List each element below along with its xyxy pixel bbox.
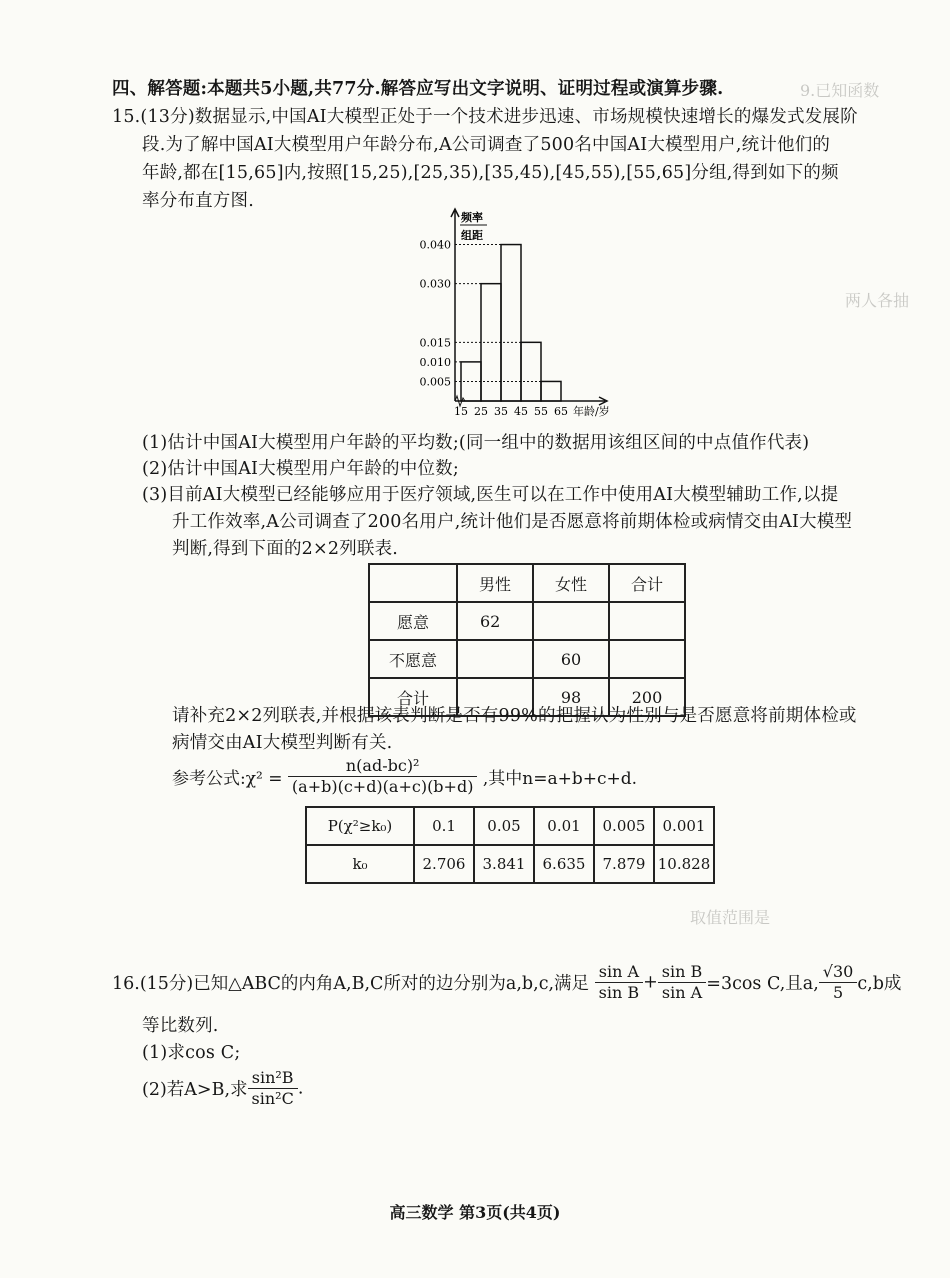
q15-part-2: (2)估计中国AI大模型用户年龄的中位数; <box>142 459 459 479</box>
table-cell <box>609 602 685 640</box>
q16-line-1 <box>112 962 901 1003</box>
y-axis-label-top: 频率 <box>461 211 483 224</box>
table-cell: P(χ²≥k₀) <box>306 807 414 845</box>
bleed-through: 两人各抽 <box>845 291 910 310</box>
histogram-bar <box>541 381 561 401</box>
fraction-denominator: sin B <box>598 983 640 1002</box>
fraction-numerator: √30 <box>819 962 858 983</box>
y-tick-label: 0.030 <box>419 277 451 291</box>
fraction-sinB-sinA <box>658 962 706 1003</box>
x-tick-label: 25 <box>474 405 488 418</box>
table-cell: 62 <box>457 602 533 640</box>
bleed-through: 9.已知函数 <box>800 81 880 100</box>
table-cell: 10.828 <box>654 845 714 883</box>
fraction-sin2B-sin2C <box>248 1068 298 1109</box>
q15-part-1: (1)估计中国AI大模型用户年龄的平均数;(同一组中的数据用该组区间的中点值作代表) <box>142 433 810 453</box>
fraction-sqrt30-5 <box>819 962 858 1003</box>
q15-line-3: 年龄,都在[15,65]内,按照[15,25),[25,35),[35,45),[45,55),[55,65]分组,得到如下的频 <box>142 163 839 183</box>
table-cell: 200 <box>609 678 685 716</box>
q15-instruction-line-2: 病情交由AI大模型判断有关. <box>172 733 393 753</box>
q15-instruction-line-1: 请补充2×2列联表,并根据该表判断是否有99%的把握认为性别与是否愿意将前期体检或 <box>172 706 857 726</box>
fraction-sinA-sinB <box>595 962 643 1003</box>
q16-suffix: c,b成 <box>857 974 902 994</box>
q15-line-1: 15.(13分)数据显示,中国AI大模型正处于一个技术进步迅速、市场规模快速增长的爆发式发展阶 <box>112 107 858 127</box>
q16-line-2: 等比数列. <box>142 1016 219 1036</box>
q15-part-3-line-1: (3)目前AI大模型已经能够应用于医疗领域,医生可以在工作中使用AI大模型辅助工作,以提 <box>142 485 839 505</box>
x-tick-label: 15 <box>454 405 468 418</box>
x-tick-label: 35 <box>494 405 508 418</box>
table-cell: 6.635 <box>534 845 594 883</box>
q16-part-2-prefix: (2)若A>B,求 <box>142 1080 248 1100</box>
table-header-total: 合计 <box>609 564 685 602</box>
table-cell: 3.841 <box>474 845 534 883</box>
fraction-numerator: sin²B <box>248 1068 298 1089</box>
reference-formula <box>172 756 637 797</box>
formula-prefix: 参考公式:χ² = <box>172 769 283 789</box>
table-row <box>369 602 685 640</box>
table-cell: 0.001 <box>654 807 714 845</box>
histogram-bar <box>521 342 541 401</box>
q15-line-4: 率分布直方图. <box>142 191 254 211</box>
histogram-bar <box>501 245 521 401</box>
fraction-denominator: sin²C <box>251 1089 294 1108</box>
y-tick-label: 0.005 <box>419 375 451 389</box>
table-cell: 0.1 <box>414 807 474 845</box>
bleed-through: 取值范围是 <box>690 908 771 927</box>
table-row <box>369 640 685 678</box>
y-tick-label: 0.015 <box>419 336 451 350</box>
fraction-numerator: sin B <box>658 962 706 983</box>
x-tick-label: 65 <box>554 405 568 418</box>
table-cell: k₀ <box>306 845 414 883</box>
table-cell: 0.05 <box>474 807 534 845</box>
table-header-male: 男性 <box>457 564 533 602</box>
q16-part-1: (1)求cos C; <box>142 1043 241 1063</box>
table-row <box>306 845 714 883</box>
table-cell: 2.706 <box>414 845 474 883</box>
formula-fraction <box>288 756 478 797</box>
table-cell: 98 <box>533 678 609 716</box>
q15-line-2: 段.为了解中国AI大模型用户年龄分布,A公司调查了500名中国AI大模型用户,统计他们的 <box>142 135 831 155</box>
q16-prefix: 16.(15分)已知△ABC的内角A,B,C所对的边分别为a,b,c,满足 <box>112 974 590 994</box>
q16-part-2 <box>142 1068 303 1109</box>
x-axis-label: 年龄/岁 <box>573 405 610 418</box>
table-header-row <box>369 564 685 602</box>
formula-suffix: ,其中n=a+b+c+d. <box>482 769 637 789</box>
contingency-table <box>368 563 686 717</box>
critical-value-table <box>305 806 715 884</box>
formula-numerator: n(ad-bc)² <box>288 756 478 777</box>
table-header-female: 女性 <box>533 564 609 602</box>
q16-part-2-suffix: . <box>297 1078 304 1099</box>
table-cell: 不愿意 <box>369 640 457 678</box>
x-tick-label: 45 <box>514 405 528 418</box>
table-cell: 7.879 <box>594 845 654 883</box>
formula-denominator: (a+b)(c+d)(a+c)(b+d) <box>291 777 474 796</box>
plus-sign: + <box>643 972 658 993</box>
table-cell: 合计 <box>369 678 457 716</box>
page-footer: 高三数学 第3页(共4页) <box>389 1203 561 1222</box>
y-axis-label-bottom: 组距 <box>461 229 483 242</box>
y-tick-label: 0.010 <box>419 355 451 369</box>
fraction-denominator: 5 <box>832 983 844 1002</box>
q16-mid: =3cos C,且a, <box>706 974 819 994</box>
table-cell <box>609 640 685 678</box>
table-row <box>306 807 714 845</box>
table-cell <box>533 602 609 640</box>
table-cell: 0.005 <box>594 807 654 845</box>
fraction-denominator: sin A <box>661 983 703 1002</box>
table-cell: 60 <box>533 640 609 678</box>
fraction-numerator: sin A <box>595 962 643 983</box>
x-tick-label: 55 <box>534 405 548 418</box>
section-header: 四、解答题:本题共5小题,共77分.解答应写出文字说明、证明过程或演算步骤. <box>112 79 724 99</box>
table-cell <box>369 564 457 602</box>
table-cell: 愿意 <box>369 602 457 640</box>
q15-part-3-line-3: 判断,得到下面的2×2列联表. <box>172 539 399 559</box>
q15-part-3-line-2: 升工作效率,A公司调查了200名用户,统计他们是否愿意将前期体检或病情交由AI大模型 <box>172 512 853 532</box>
table-cell: 0.01 <box>534 807 594 845</box>
frequency-histogram <box>395 205 635 425</box>
table-cell <box>457 640 533 678</box>
y-tick-label: 0.040 <box>419 238 451 252</box>
